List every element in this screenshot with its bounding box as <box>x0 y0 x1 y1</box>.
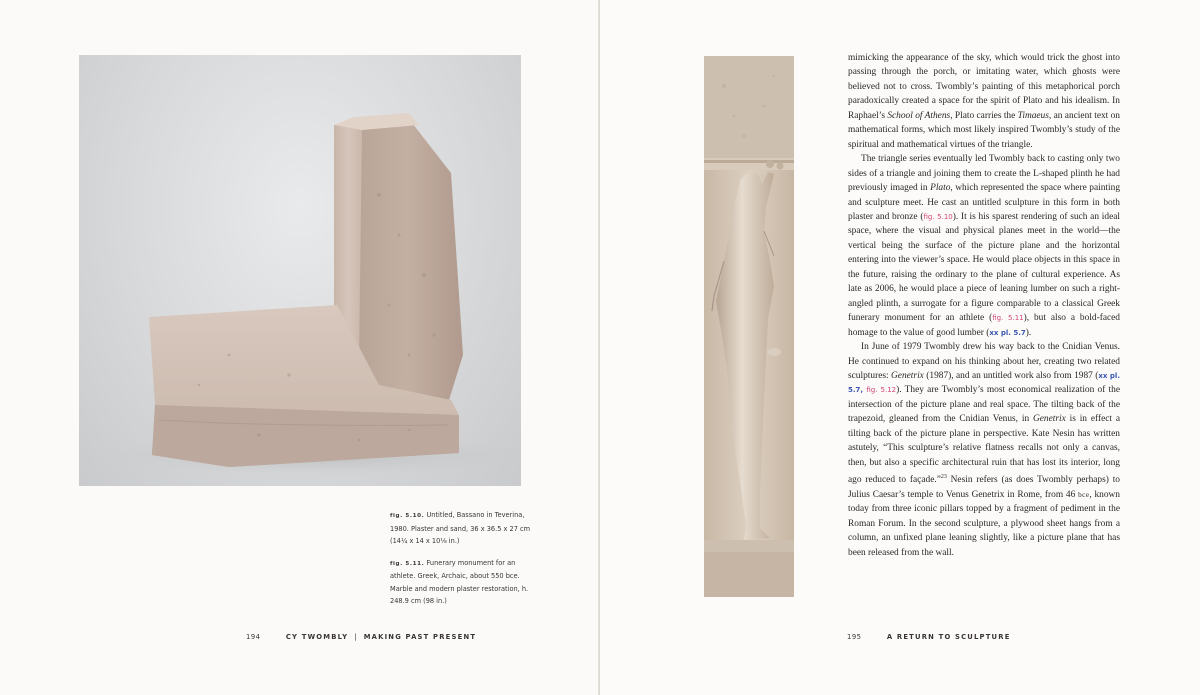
page-number: 195 <box>847 633 862 641</box>
plate-reference-link[interactable]: xx pl. 5.7 <box>989 328 1026 337</box>
text-run: , which represented the space where painting and sculpture meet. He cast an untitled sculpture in this form in both plaster and bronze ( <box>848 183 1121 222</box>
caption-fig-5-10 <box>390 509 540 548</box>
figure-reference-link[interactable]: fig. 5.10 <box>923 212 953 221</box>
italic-title: Timaeus <box>1017 110 1049 121</box>
text-run: , an ancient text on mathematical forms, which most likely inspired Twombly’s study of the spiritual and mathematical virtues of the triangle. <box>848 110 1120 150</box>
caption-label: fig. 5.11. <box>390 560 425 567</box>
text-run: ). <box>1025 327 1032 338</box>
page-number: 194 <box>246 633 261 641</box>
text-run: , Plato carries the <box>950 110 1018 121</box>
italic-title: Genetrix <box>891 370 924 381</box>
book-subtitle: MAKING PAST PRESENT <box>363 633 477 641</box>
italic-title: School of Athens <box>887 110 951 121</box>
right-page <box>600 0 1200 695</box>
caption-text: Funerary monument for an athlete. Greek, Archaic, about 550 bce. Marble and modern plaster restoration, h. 248.9 cm (98 in.) <box>390 558 529 605</box>
paragraph-1 <box>848 51 1120 152</box>
caption-label: fig. 5.10. <box>390 513 425 519</box>
text-run: ). They are Twombly’s most economical realization of the intersection of the picture plane and real space. The tilting back of the trapezoid, gleaned from the Cnidian Venus, in <box>848 385 1120 425</box>
text-run: ). It is his sparest rendering of such an ideal space, where the visual and physical planes meet in the world—the vertical being the surface of the picture plane and the horizontal entering into the viewer’s space. He would place objects in this space in the future, raising the ordinary to the plane of cultural experience. As late as 2006, he would place a piece of leaning lumber on such a right-angled plinth, a surrogate for a figure comparable to a classical Greek funerary monument for an athlete ( <box>848 211 1120 324</box>
book-title: CY TWOMBLY <box>285 633 349 641</box>
body-text-column <box>848 51 1120 560</box>
text-run: In June of 1979 Twombly drew his way back to the Cnidian Venus. He continued to expand on his thinking about her, creating two related sculptures: <box>848 342 1120 381</box>
footer-separator: | <box>354 633 358 641</box>
paragraph-2 <box>848 152 1120 340</box>
figure-captions <box>390 509 540 617</box>
text-run: mimicking the appearance of the sky, which would trick the ghost into passing through the porch, or imitating water, which ghosts were believed not to cross. Twombly’s painting of this metaphorical porch paradoxically created a space for the spirit of Plato and his idealism. In Raphael’s <box>848 53 1120 121</box>
era-abbreviation: bce <box>1078 490 1090 499</box>
figure-reference-link[interactable]: fig. 5.11 <box>992 314 1024 323</box>
text-run: ), but also a bold-faced homage to the value of good lumber ( <box>848 313 1120 338</box>
text-run: The triangle series eventually led Twombly back to casting only two sides of a triangle and joining them to create the L-shaped plinth he had previously imaged in <box>848 154 1120 194</box>
caption-text: Untitled, Bassano in Teverina, 1980. Plaster and sand, 36 x 36.5 x 27 cm (14¼ x 14 x 10⅛ in.) <box>390 511 531 545</box>
funerary-relief-graphic <box>704 56 794 597</box>
plinth-sculpture-graphic <box>79 55 521 486</box>
text-run: Nesin refers (as does Twombly perhaps) to Julius Caesar’s temple to Venus Genetrix in Rome, from 46 <box>848 475 1120 500</box>
caption-fig-5-11 <box>390 557 540 608</box>
text-run: (1987), and an untitled work also from 1987 ( <box>923 370 1099 381</box>
figure-funerary-relief-photo <box>704 56 794 597</box>
figure-plaster-plinth-photo <box>79 55 521 486</box>
text-run: is in effect a tilting back of the picture plane in perspective. Kate Nesin has written astutely, “This sculpture’s relative flatness recalls not only a canvas, then, but also a specific architectural ruin that has lost its interior, long ago reduced to façade.” <box>848 414 1120 486</box>
reference-separator: , <box>860 386 867 395</box>
italic-title: Plato <box>930 183 951 194</box>
figure-reference-link[interactable]: fig. 5.12 <box>866 386 897 395</box>
italic-title: Genetrix <box>1032 414 1066 425</box>
text-run: , known today from three iconic pillars topped by a fragment of pediment in the Roman Forum. In the second sculpture, a plywood sheet hangs from a column, an unfixed plane leaning slightly, like a picture plane that has been released from the wall. <box>848 489 1120 558</box>
left-running-footer <box>246 633 476 641</box>
plate-reference-link[interactable]: xx pl. 5.7 <box>848 371 1120 395</box>
paragraph-3 <box>848 340 1120 560</box>
chapter-title: A RETURN TO SCULPTURE <box>886 633 1011 641</box>
right-running-footer <box>847 633 1011 641</box>
footnote-marker[interactable]: 23 <box>940 474 947 481</box>
